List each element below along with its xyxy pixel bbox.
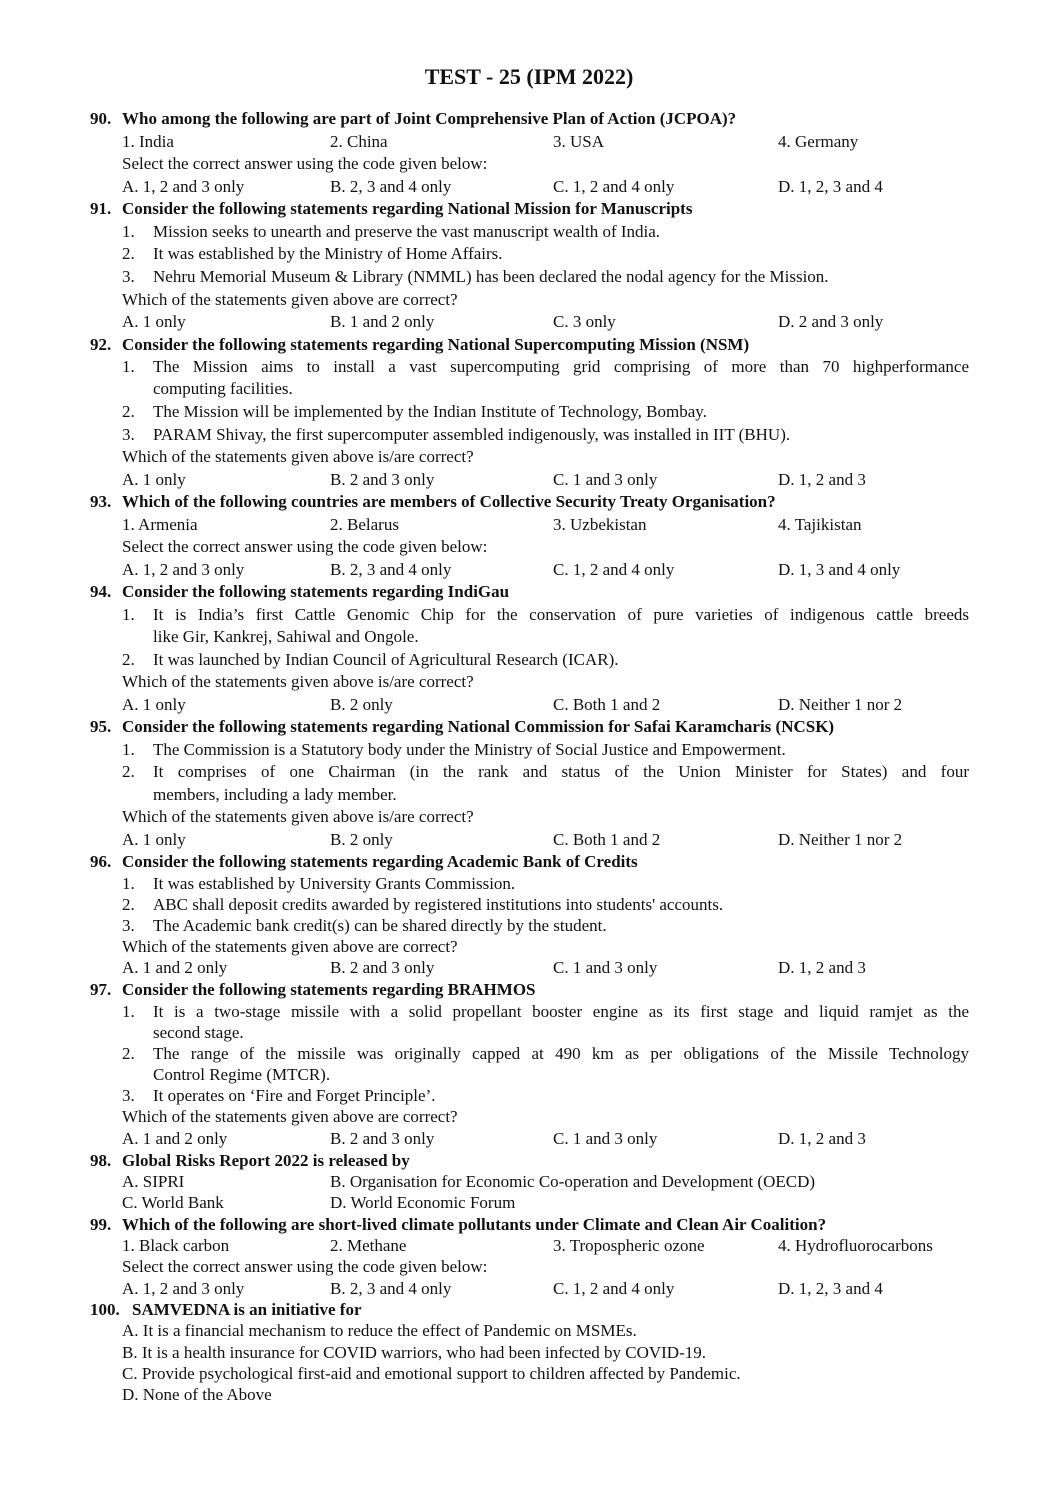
option-c: C. 1 and 3 only	[553, 470, 658, 489]
statement-number: 2.	[122, 895, 135, 914]
statement-number: 3.	[122, 916, 135, 935]
option-b: B. 2, 3 and 4 only	[330, 177, 452, 196]
list-item: 4. Tajikistan	[778, 515, 862, 534]
option-a: A. 1 and 2 only	[122, 958, 228, 977]
option-row	[0, 176, 1058, 198]
option-d: D. Neither 1 nor 2	[778, 695, 903, 714]
question-text: Consider the following statements regarding IndiGau	[122, 582, 510, 601]
question-96	[0, 851, 1058, 873]
option-line	[0, 1384, 1058, 1406]
option-a: A. 1, 2 and 3 only	[122, 177, 245, 196]
answer-prompt	[0, 936, 1058, 958]
list-item: 1. India	[122, 132, 174, 151]
statement-number: 2.	[122, 402, 135, 421]
statement-text: computing facilities.	[153, 379, 293, 398]
option-row	[0, 1128, 1058, 1150]
statement-number: 1.	[122, 740, 135, 759]
question-text: Consider the following statements regarding BRAHMOS	[122, 980, 536, 999]
option-d: D. 1, 3 and 4 only	[778, 560, 901, 579]
question-98	[0, 1150, 1058, 1172]
option-row	[0, 1278, 1058, 1300]
option-b: B. 2 and 3 only	[330, 1129, 435, 1148]
option-c: C. Provide psychological first-aid and emotional support to children affected by Pandemic.	[122, 1364, 741, 1383]
statement-text: Mission seeks to unearth and preserve the vast manuscript wealth of India.	[153, 222, 661, 241]
statement	[0, 1001, 1058, 1023]
statement-text: It comprises of one Chairman (in the rank and status of the Union Minister for States) and four	[153, 762, 969, 781]
statement-text: like Gir, Kankrej, Sahiwal and Ongole.	[153, 627, 419, 646]
item-row	[0, 131, 1058, 153]
option-c: C. Both 1 and 2	[553, 695, 661, 714]
option-a: A. 1 only	[122, 470, 186, 489]
statement-continuation	[0, 1064, 1058, 1086]
prompt-text: Which of the statements given above is/are correct?	[122, 447, 474, 466]
option-row	[0, 829, 1058, 851]
statement-number: 1.	[122, 1002, 135, 1021]
item-row	[0, 1235, 1058, 1257]
question-text: Which of the following are short-lived climate pollutants under Climate and Clean Air Coalition?	[122, 1215, 827, 1234]
option-c: C. World Bank	[122, 1193, 224, 1212]
statement-text: It was launched by Indian Council of Agricultural Research (ICAR).	[153, 650, 619, 669]
question-92	[0, 334, 1058, 356]
prompt-text: Which of the statements given above is/are correct?	[122, 672, 474, 691]
option-c: C. 1, 2 and 4 only	[553, 560, 675, 579]
statement-text: Nehru Memorial Museum & Library (NMML) has been declared the nodal agency for the Mission.	[153, 267, 829, 286]
list-item: 3. USA	[553, 132, 605, 151]
option-a: A. 1 only	[122, 830, 186, 849]
question-97	[0, 979, 1058, 1001]
statement	[0, 873, 1058, 895]
statement	[0, 1085, 1058, 1107]
statement	[0, 266, 1058, 288]
answer-prompt	[0, 1106, 1058, 1128]
option-b: B. 2 and 3 only	[330, 470, 435, 489]
option-c: C. 3 only	[553, 312, 616, 331]
list-item: 4. Germany	[778, 132, 859, 151]
answer-prompt	[0, 536, 1058, 558]
option-row	[0, 1192, 1058, 1214]
question-number: 99.	[90, 1215, 112, 1234]
list-item: 3. Tropospheric ozone	[553, 1236, 705, 1255]
statement	[0, 424, 1058, 446]
statement-continuation	[0, 784, 1058, 806]
option-a: A. 1, 2 and 3 only	[122, 560, 245, 579]
prompt-text: Which of the statements given above are correct?	[122, 290, 458, 309]
prompt-text: Which of the statements given above are correct?	[122, 937, 458, 956]
list-item: 1. Black carbon	[122, 1236, 230, 1255]
question-text: Consider the following statements regarding National Mission for Manuscripts	[122, 199, 693, 218]
answer-prompt	[0, 806, 1058, 828]
question-number: 97.	[90, 980, 112, 999]
answer-prompt	[0, 153, 1058, 175]
list-item: 2. China	[330, 132, 388, 151]
option-a: A. SIPRI	[122, 1172, 185, 1191]
question-number: 100.	[90, 1300, 120, 1319]
option-b: B. Organisation for Economic Co-operation and Development (OECD)	[330, 1172, 816, 1191]
question-number: 98.	[90, 1151, 112, 1170]
answer-prompt	[0, 446, 1058, 468]
statement-number: 1.	[122, 605, 135, 624]
option-line	[0, 1363, 1058, 1385]
option-c: C. 1, 2 and 4 only	[553, 177, 675, 196]
statement-text: It is India’s first Cattle Genomic Chip for the conservation of pure varieties of indigenous cattle breeds	[153, 605, 969, 624]
option-d: D. 2 and 3 only	[778, 312, 884, 331]
statement	[0, 761, 1058, 783]
list-item: 4. Hydrofluorocarbons	[778, 1236, 933, 1255]
page-title: TEST - 25 (IPM 2022)	[424, 64, 634, 89]
question-number: 91.	[90, 199, 112, 218]
statement-text: The Academic bank credit(s) can be shared directly by the student.	[153, 916, 607, 935]
option-d: D. 1, 2, 3 and 4	[778, 1279, 883, 1298]
option-b: B. 2, 3 and 4 only	[330, 560, 452, 579]
statement-text: The Mission will be implemented by the Indian Institute of Technology, Bombay.	[153, 402, 707, 421]
statement-number: 1.	[122, 222, 135, 241]
question-93	[0, 491, 1058, 513]
option-c: C. 1 and 3 only	[553, 1129, 658, 1148]
question-text: Who among the following are part of Joint Comprehensive Plan of Action (JCPOA)?	[122, 109, 737, 128]
answer-prompt	[0, 671, 1058, 693]
statement-text: The range of the missile was originally capped at 490 km as per obligations of the Missile Technology	[153, 1044, 969, 1063]
statement	[0, 649, 1058, 671]
option-a: A. 1 only	[122, 695, 186, 714]
statement-number: 1.	[122, 874, 135, 893]
statement-number: 3.	[122, 1086, 135, 1105]
prompt-text: Select the correct answer using the code given below:	[122, 154, 488, 173]
statement	[0, 221, 1058, 243]
question-text: Which of the following countries are members of Collective Security Treaty Organisation?	[122, 492, 776, 511]
statement-text: Control Regime (MTCR).	[153, 1065, 331, 1084]
option-row	[0, 1171, 1058, 1193]
option-a: A. 1, 2 and 3 only	[122, 1279, 245, 1298]
statement-continuation	[0, 378, 1058, 400]
statement-text: PARAM Shivay, the first supercomputer assembled indigenously, was installed in IIT (BHU).	[153, 425, 791, 444]
option-a: A. It is a financial mechanism to reduce the effect of Pandemic on MSMEs.	[122, 1321, 637, 1340]
option-b: B. 2 only	[330, 695, 393, 714]
statement-number: 2.	[122, 1044, 135, 1063]
option-row	[0, 311, 1058, 333]
option-b: B. 1 and 2 only	[330, 312, 435, 331]
question-number: 95.	[90, 717, 112, 736]
statement	[0, 243, 1058, 265]
option-d: D. 1, 2 and 3	[778, 470, 866, 489]
question-95	[0, 716, 1058, 738]
question-number: 92.	[90, 335, 112, 354]
statement-text: It operates on ‘Fire and Forget Principle’.	[153, 1086, 436, 1105]
statement-number: 2.	[122, 650, 135, 669]
option-b: B. It is a health insurance for COVID warriors, who had been infected by COVID-19.	[122, 1343, 706, 1362]
statement-number: 2.	[122, 244, 135, 263]
statement-number: 1.	[122, 357, 135, 376]
question-99	[0, 1214, 1058, 1236]
statement	[0, 739, 1058, 761]
option-row	[0, 957, 1058, 979]
statement	[0, 604, 1058, 626]
statement-text: It was established by University Grants Commission.	[153, 874, 516, 893]
question-94	[0, 581, 1058, 603]
list-item: 3. Uzbekistan	[553, 515, 647, 534]
question-text: Global Risks Report 2022 is released by	[122, 1151, 410, 1170]
question-text: SAMVEDNA is an initiative for	[132, 1300, 362, 1319]
prompt-text: Which of the statements given above are correct?	[122, 1107, 458, 1126]
question-text: Consider the following statements regarding National Commission for Safai Karamcharis (NCSK)	[122, 717, 835, 736]
statement-number: 3.	[122, 267, 135, 286]
option-b: B. 2, 3 and 4 only	[330, 1279, 452, 1298]
question-text: Consider the following statements regarding Academic Bank of Credits	[122, 852, 638, 871]
statement-text: members, including a lady member.	[153, 785, 397, 804]
statement	[0, 915, 1058, 937]
option-d: D. 1, 2 and 3	[778, 958, 866, 977]
statement-text: It was established by the Ministry of Home Affairs.	[153, 244, 503, 263]
option-line	[0, 1320, 1058, 1342]
option-a: A. 1 and 2 only	[122, 1129, 228, 1148]
list-item: 2. Methane	[330, 1236, 407, 1255]
option-b: B. 2 and 3 only	[330, 958, 435, 977]
list-item: 2. Belarus	[330, 515, 399, 534]
statement-text: The Mission aims to install a vast supercomputing grid comprising of more than 70 highperformance	[153, 357, 969, 376]
statement-continuation	[0, 1022, 1058, 1044]
option-b: B. 2 only	[330, 830, 393, 849]
question-number: 90.	[90, 109, 112, 128]
statement	[0, 894, 1058, 916]
option-row	[0, 559, 1058, 581]
prompt-text: Which of the statements given above is/are correct?	[122, 807, 474, 826]
statement-number: 2.	[122, 762, 135, 781]
statement-number: 3.	[122, 425, 135, 444]
statement-text: The Commission is a Statutory body under the Ministry of Social Justice and Empowerment.	[153, 740, 786, 759]
option-c: C. 1, 2 and 4 only	[553, 1279, 675, 1298]
answer-prompt	[0, 289, 1058, 311]
prompt-text: Select the correct answer using the code given below:	[122, 537, 488, 556]
statement	[0, 401, 1058, 423]
item-row	[0, 514, 1058, 536]
option-d: D. 1, 2 and 3	[778, 1129, 866, 1148]
question-number: 96.	[90, 852, 112, 871]
statement-text: It is a two-stage missile with a solid propellant booster engine as its first stage and liquid ramjet as the	[153, 1002, 969, 1021]
statement-text: second stage.	[153, 1023, 244, 1042]
question-100	[0, 1299, 1058, 1321]
statement	[0, 356, 1058, 378]
statement	[0, 1043, 1058, 1065]
option-d: D. None of the Above	[122, 1385, 272, 1404]
question-number: 93.	[90, 492, 112, 511]
option-row	[0, 694, 1058, 716]
question-90	[0, 108, 1058, 130]
prompt-text: Select the correct answer using the code given below:	[122, 1257, 488, 1276]
option-c: C. Both 1 and 2	[553, 830, 661, 849]
question-91	[0, 198, 1058, 220]
question-text: Consider the following statements regarding National Supercomputing Mission (NSM)	[122, 335, 750, 354]
statement-text: ABC shall deposit credits awarded by registered institutions into students' accounts.	[153, 895, 724, 914]
list-item: 1. Armenia	[122, 515, 198, 534]
question-number: 94.	[90, 582, 112, 601]
option-d: D. 1, 2, 3 and 4	[778, 177, 883, 196]
option-line	[0, 1342, 1058, 1364]
option-d: D. World Economic Forum	[330, 1193, 516, 1212]
answer-prompt	[0, 1256, 1058, 1278]
statement-continuation	[0, 626, 1058, 648]
option-a: A. 1 only	[122, 312, 186, 331]
option-c: C. 1 and 3 only	[553, 958, 658, 977]
option-d: D. Neither 1 nor 2	[778, 830, 903, 849]
option-row	[0, 469, 1058, 491]
